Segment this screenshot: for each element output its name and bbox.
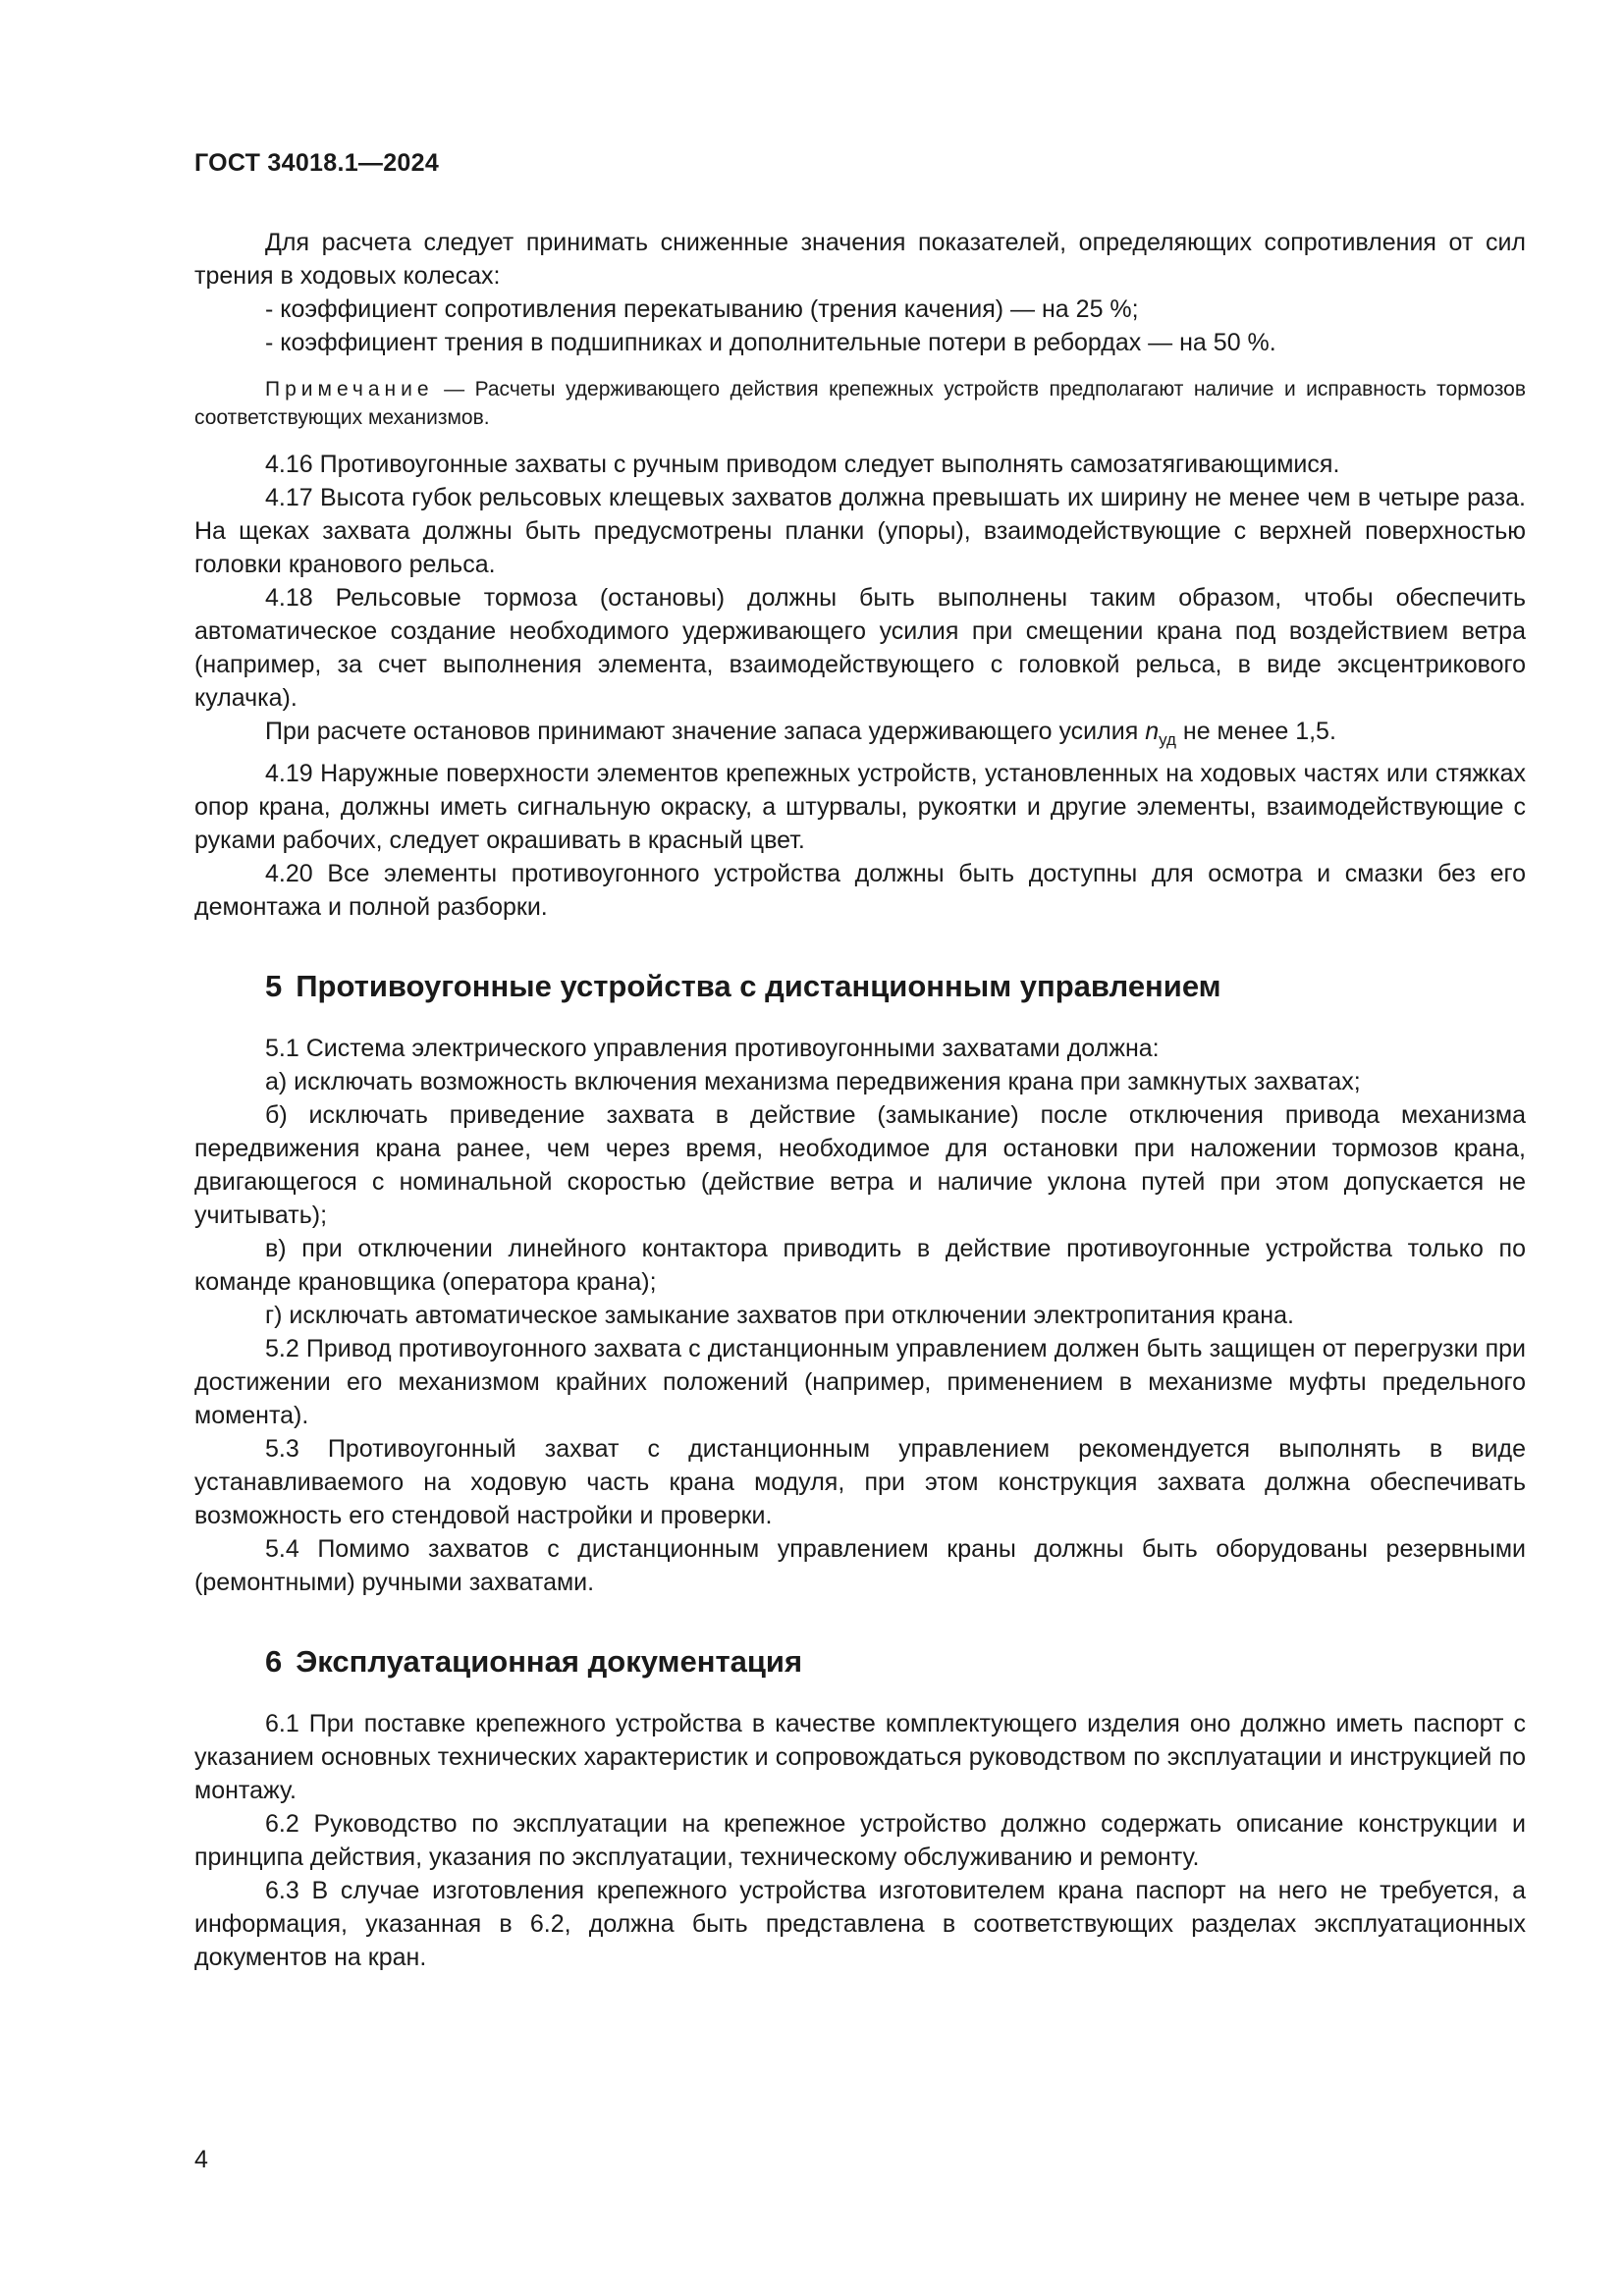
note <box>194 375 1526 432</box>
clause-5-1-g: г) исключать автоматическое замыкание захватов при отключении электропитания крана. <box>265 1302 1294 1329</box>
clause-4-18-calc <box>194 715 1526 757</box>
calc-text-end: не менее 1,5. <box>1175 718 1336 745</box>
note-text: — Расчеты удерживающего действия крепежных устройств предполагают наличие и исправность тормозов соответствующих механизмов. <box>194 378 1526 429</box>
clause-5-1-b: б) исключать приведение захвата в действие (замыкание) после отключения привода механизма передвижения крана ранее, чем через время, необходимое для остановки при наложении тормозов крана, двигающегося с номинальной скоростью (действие ветра и наличие уклона путей при этом допускается не учитывать); <box>194 1101 1526 1229</box>
clause-6-2: 6.2 Руководство по эксплуатации на крепежное устройство должно содержать описание конструкции и принципа действия, указания по эксплуатации, техническому обслуживанию и ремонту. <box>194 1810 1526 1871</box>
clause-5-1: 5.1 Система электрического управления противоугонными захватами должна: <box>265 1035 1160 1062</box>
variable-subscript: уд <box>1159 730 1176 749</box>
intro-paragraph: Для расчета следует принимать сниженные значения показателей, определяющих сопротивления от сил трения в ходовых колесах: <box>194 229 1526 290</box>
list-item: - коэффициент сопротивления перекатыванию (трения качения) — на 25 %; <box>265 295 1139 323</box>
list-item: - коэффициент трения в подшипниках и дополнительные потери в ребордах — на 50 %. <box>265 329 1276 356</box>
clause-4-18: 4.18 Рельсовые тормоза (остановы) должны быть выполнены таким образом, чтобы обеспечить автоматическое создание необходимого удерживающего усилия при смещении крана под воздействием ветра (например, за счет выполнения элемента, взаимодействующего с головкой рельса, в виде эксцентрикового кулачка). <box>194 584 1526 712</box>
clause-5-3: 5.3 Противоугонный захват с дистанционным управлением рекомендуется выполнять в виде устанавливаемого на ходовую часть крана модуля, при этом конструкция захвата должна обеспечивать возможность его стендовой настройки и проверки. <box>194 1435 1526 1529</box>
variable-n: n <box>1145 718 1160 745</box>
clause-6-1: 6.1 При поставке крепежного устройства в качестве комплектующего изделия оно должно иметь паспорт с указанием основных технических характеристик и сопровождаться руководством по эксплуатации и инструкцией по монтажу. <box>194 1710 1526 1804</box>
clause-4-17: 4.17 Высота губок рельсовых клещевых захватов должна превышать их ширину не менее чем в четыре раза. На щеках захвата должны быть предусмотрены планки (упоры), взаимодействующие с верхней поверхностью головки кранового рельса. <box>194 484 1526 578</box>
section-5-heading <box>265 967 1526 1006</box>
section-title: Эксплуатационная документация <box>296 1644 803 1679</box>
clause-5-1-a: а) исключать возможность включения механизма передвижения крана при замкнутых захватах; <box>265 1068 1361 1095</box>
document-code: ГОСТ 34018.1—2024 <box>194 149 440 177</box>
section-title: Противоугонные устройства с дистанционным управлением <box>296 969 1221 1003</box>
clause-6-3: 6.3 В случае изготовления крепежного устройства изготовителем крана паспорт на него не требуется, а информация, указанная в 6.2, должна быть представлена в соответствующих разделах эксплуатационных документов на кран. <box>194 1877 1526 1971</box>
clause-4-20: 4.20 Все элементы противоугонного устройства должны быть доступны для осмотра и смазки без его демонтажа и полной разборки. <box>194 860 1526 921</box>
clause-4-19: 4.19 Наружные поверхности элементов крепежных устройств, установленных на ходовых частях или стяжках опор крана, должны иметь сигнальную окраску, а штурвалы, рукоятки и другие элементы, взаимодействующие с руками рабочих, следует окрашивать в красный цвет. <box>194 760 1526 854</box>
note-label: Примечание <box>265 378 434 400</box>
document-body <box>194 226 1526 1974</box>
clause-5-1-v: в) при отключении линейного контактора приводить в действие противоугонные устройства только по команде крановщика (оператора крана); <box>194 1235 1526 1296</box>
clause-5-4: 5.4 Помимо захватов с дистанционным управлением краны должны быть оборудованы резервными (ремонтными) ручными захватами. <box>194 1535 1526 1596</box>
calc-text: При расчете остановов принимают значение запаса удерживающего усилия <box>265 718 1146 745</box>
section-number: 6 <box>265 1644 283 1679</box>
clause-5-2: 5.2 Привод противоугонного захвата с дистанционным управлением должен быть защищен от перегрузки при достижении его механизмом крайних положений (например, применением в механизме муфты предельного момента). <box>194 1335 1526 1429</box>
page-number: 4 <box>194 2146 208 2173</box>
section-number: 5 <box>265 969 283 1003</box>
clause-4-16: 4.16 Противоугонные захваты с ручным приводом следует выполнять самозатягивающимися. <box>265 451 1340 478</box>
section-6-heading <box>265 1642 1526 1682</box>
